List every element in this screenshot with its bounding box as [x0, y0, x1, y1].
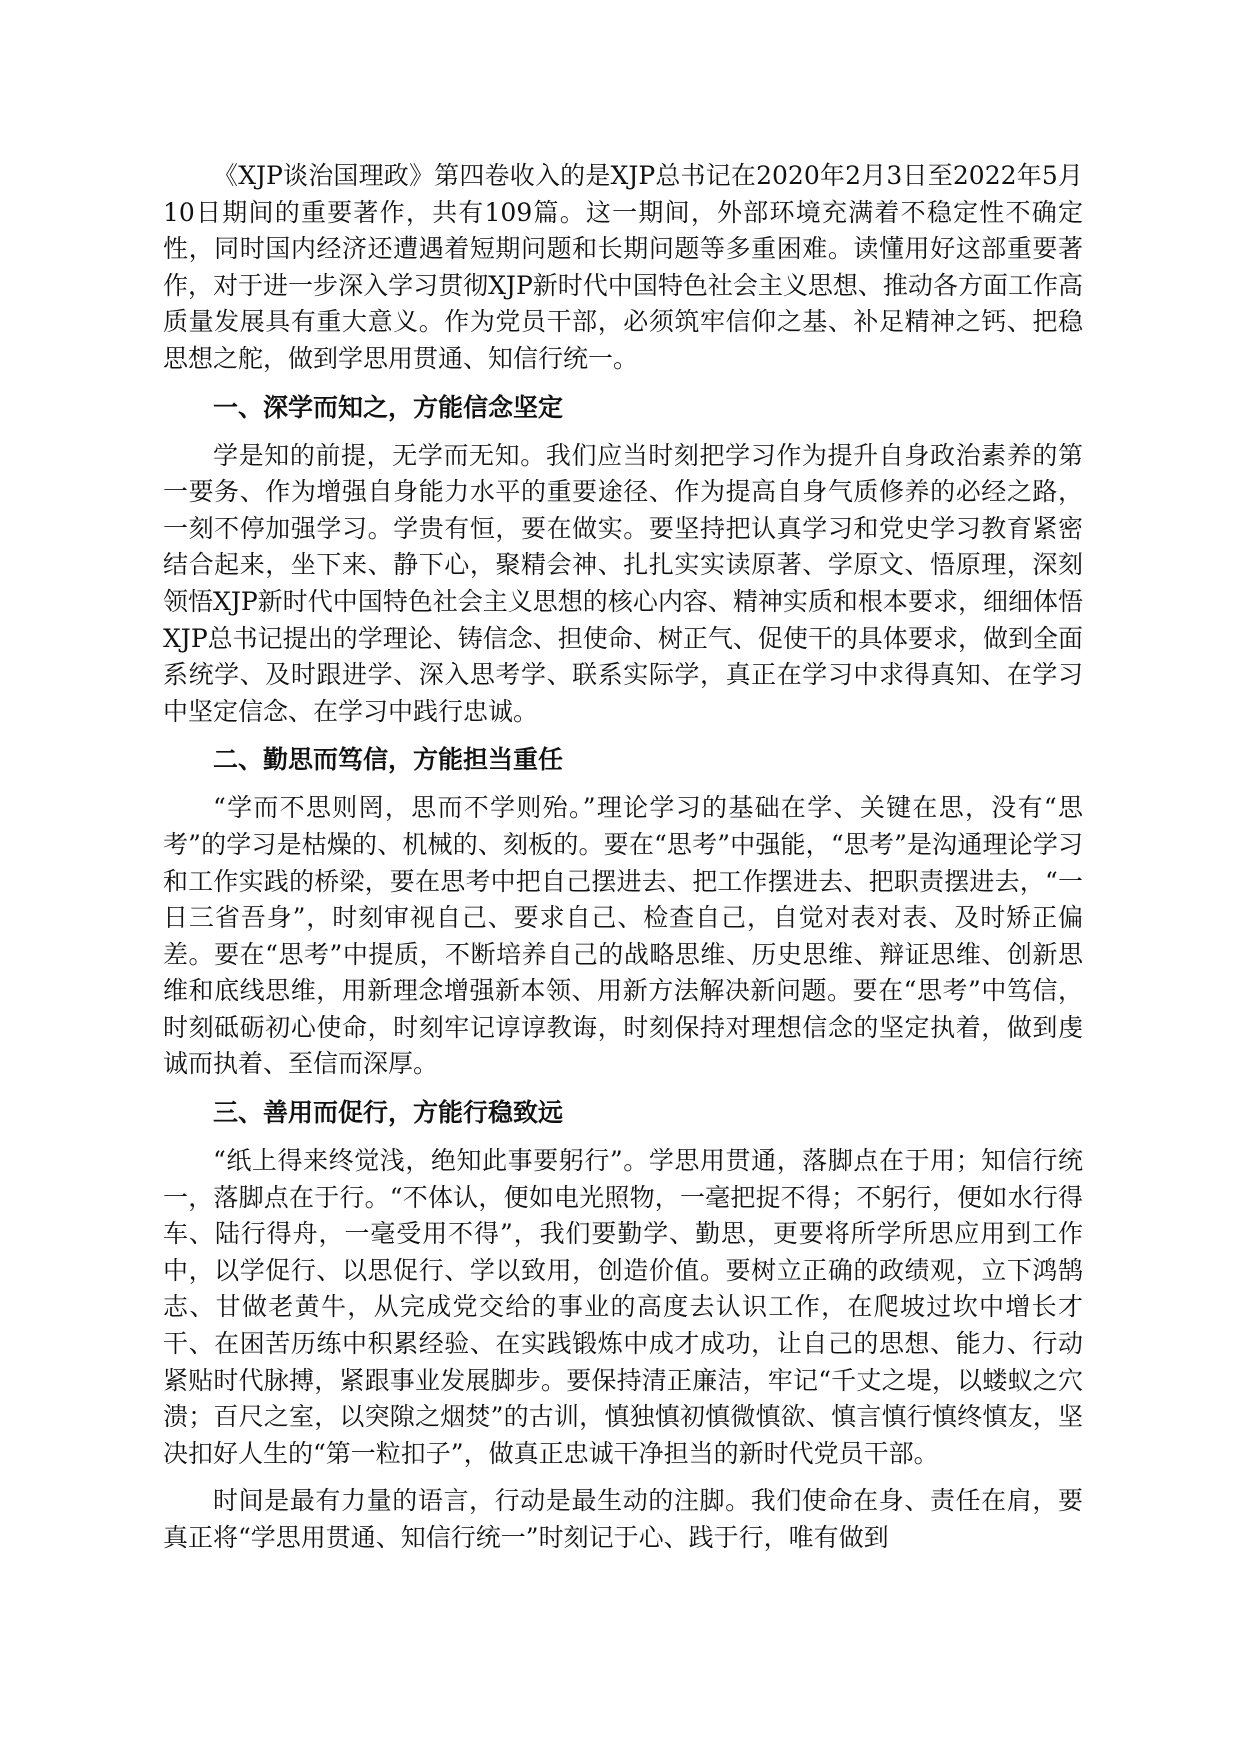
closing-paragraph: 时间是最有力量的语言，行动是最生动的注脚。我们使命在身、责任在肩，要真正将“学思用贯通、知信行统一”时刻记于心、践于行，唯有做到: [163, 1486, 1083, 1552]
section-heading-2: 二、勤思而笃信，方能担当重任: [213, 745, 564, 775]
section-heading-1: 一、深学而知之，方能信念坚定: [213, 392, 564, 422]
document-page: [163, 158, 1083, 1557]
section-heading-3: 三、善用而促行，方能行稳致远: [213, 1098, 564, 1128]
intro-paragraph: 《XJP谈治国理政》第四卷收入的是XJP总书记在2020年2月3日至2022年5月10日期间的重要著作，共有109篇。这一期间，外部环境充满着不稳定性不确定性，同时国内经济还遭遇着短期问题和长期问题等多重困难。读懂用好这部重要著作，对于进一步深入学习贯彻XJP新时代中国特色社会主义思想、推动各方面工作高质量发展具有重大意义。作为党员干部，必须筑牢信仰之基、补足精神之钙、把稳思想之舵，做到学思用贯通、知信行统一。: [163, 161, 1083, 373]
section-body-1: 学是知的前提，无学而无知。我们应当时刻把学习作为提升自身政治素养的第一要务、作为增强自身能力水平的重要途径、作为提高自身气质修养的必经之路，一刻不停加强学习。学贵有恒，要在做实。要坚持把认真学习和党史学习教育紧密结合起来，坐下来、静下心，聚精会神、扎扎实实读原著、学原文、悟原理，深刻领悟XJP新时代中国特色社会主义思想的核心内容、精神实质和根本要求，细细体悟XJP总书记提出的学理论、铸信念、担使命、树正气、促使干的具体要求，做到全面系统学、及时跟进学、深入思考学、联系实际学，真正在学习中求得真知、在学习中坚定信念、在学习中践行忠诚。: [163, 440, 1083, 726]
section-body-2: “学而不思则罔，思而不学则殆。”理论学习的基础在学、关键在思，没有“思考”的学习是枯燥的、机械的、刻板的。要在“思考”中强能，“思考”是沟通理论学习和工作实践的桥梁，要在思考中把自己摆进去、把工作摆进去、把职责摆进去，“一日三省吾身”，时刻审视自己、要求自己、检查自己，自觉对表对表、及时矫正偏差。要在“思考”中提质，不断培养自己的战略思维、历史思维、辩证思维、创新思维和底线思维，用新理念增强新本领、用新方法解决新问题。要在“思考”中笃信，时刻砥砺初心使命，时刻牢记谆谆教诲，时刻保持对理想信念的坚定执着，做到虔诚而执着、至信而深厚。: [163, 793, 1083, 1079]
section-body-3: “纸上得来终觉浅，绝知此事要躬行”。学思用贯通，落脚点在于用；知信行统一，落脚点在于行。“不体认，便如电光照物，一毫把捉不得；不躬行，便如水行得车、陆行得舟，一毫受用不得”，我们要勤学、勤思，更要将所学所思应用到工作中，以学促行、以思促行、学以致用，创造价值。要树立正确的政绩观，立下鸿鹄志、甘做老黄牛，从完成党交给的事业的高度去认识工作，在爬坡过坎中增长才干、在困苦历练中积累经验、在实践锻炼中成才成功，让自己的思想、能力、行动紧贴时代脉搏，紧跟事业发展脚步。要保持清正廉洁，牢记“千丈之堤，以蝼蚁之穴溃；百尺之室，以突隙之烟焚”的古训，慎独慎初慎微慎欲、慎言慎行慎终慎友，坚决扣好人生的“第一粒扣子”，做真正忠诚干净担当的新时代党员干部。: [163, 1146, 1083, 1468]
